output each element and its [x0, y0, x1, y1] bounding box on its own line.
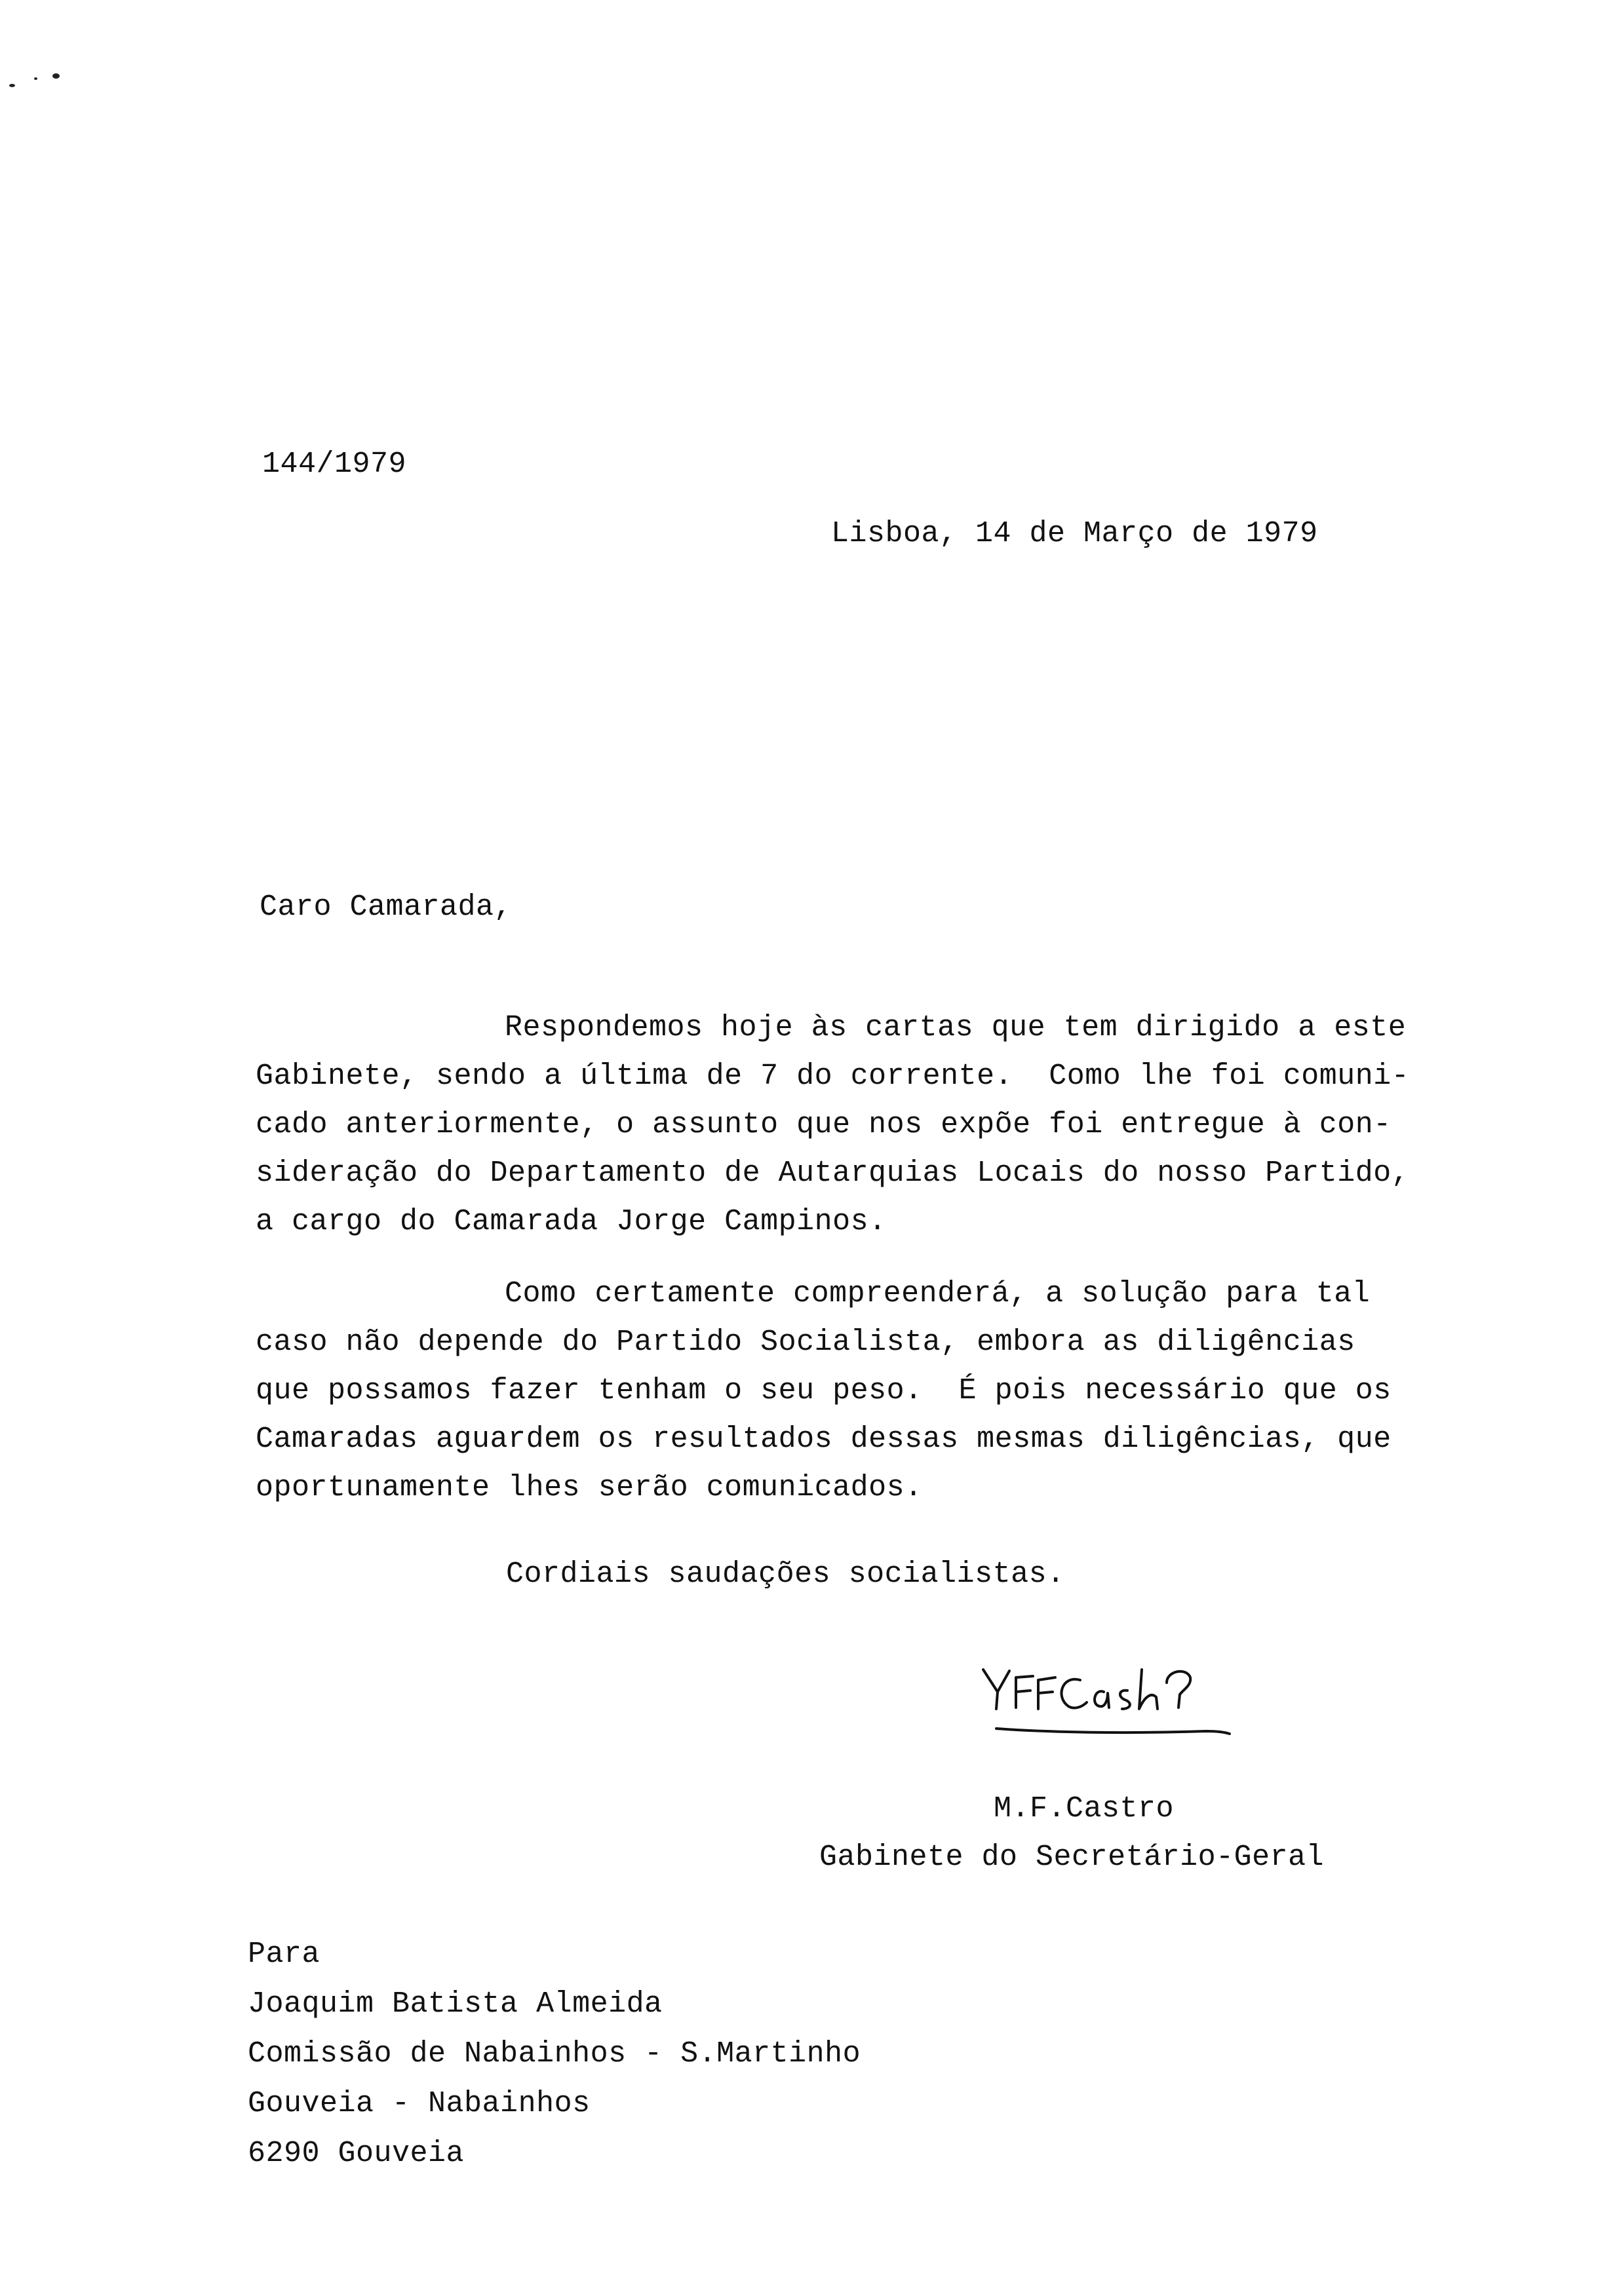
scan-speck	[9, 84, 15, 87]
body-line: sideração do Departamento de Autarquias Locais do nosso Partido,	[256, 1157, 1410, 1190]
body-line: oportunamente lhes serão comunicados.	[256, 1471, 923, 1504]
scan-speck	[52, 73, 60, 79]
body-line: a cargo do Camarada Jorge Campinos.	[256, 1205, 887, 1238]
place-and-date: Lisboa, 14 de Março de 1979	[831, 517, 1318, 550]
recipient-organization: Comissão de Nabainhos - S.Martinho	[248, 2037, 861, 2071]
handwritten-signature	[970, 1651, 1258, 1750]
salutation: Caro Camarada,	[260, 890, 513, 924]
recipient-locality: Gouveia - Nabainhos	[248, 2087, 591, 2120]
body-line: Camaradas aguardem os resultados dessas mesmas diligências, que	[256, 1423, 1391, 1456]
signer-name: M.F.Castro	[994, 1792, 1175, 1826]
body-paragraph-1	[256, 1004, 1514, 1246]
body-line: caso não depende do Partido Socialista, embora as diligências	[256, 1326, 1355, 1359]
signer-title: Gabinete do Secretário-Geral	[819, 1841, 1325, 1874]
recipient-name: Joaquim Batista Almeida	[248, 1987, 663, 2021]
body-line: Como certamente compreenderá, a solução para tal	[505, 1277, 1371, 1311]
body-line: cado anteriormente, o assunto que nos expõe foi entregue à con-	[256, 1108, 1391, 1141]
recipient-postal: 6290 Gouveia	[248, 2137, 465, 2170]
body-line: Respondemos hoje às cartas que tem dirigido a este	[505, 1011, 1407, 1044]
reference-number: 144/1979	[262, 448, 407, 481]
recipient-label: Para	[248, 1938, 321, 1971]
closing-line: Cordiais saudações socialistas.	[506, 1558, 1065, 1591]
scan-speck	[34, 77, 37, 80]
body-line: que possamos fazer tenham o seu peso. É pois necessário que os	[256, 1374, 1391, 1407]
body-paragraph-2	[256, 1270, 1514, 1512]
body-line: Gabinete, sendo a última de 7 do corrente. Como lhe foi comuni-	[256, 1060, 1410, 1093]
